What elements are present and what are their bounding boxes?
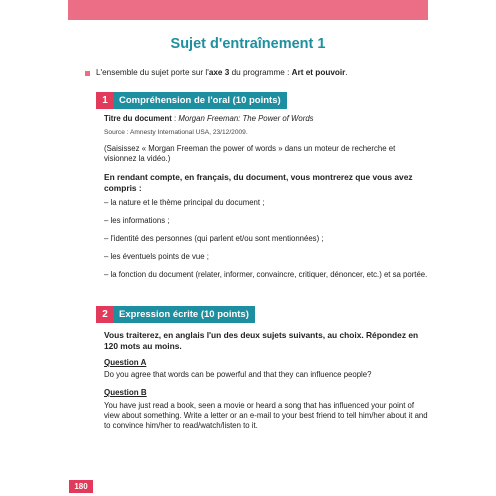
section-2-intro: Vous traiterez, en anglais l'un des deux sujets suivants, au choix. Répondez en 120 mots au moins. [104,330,419,351]
intro-suffix: . [345,68,348,77]
source-line: Source : Amnesty International USA, 23/12/2009. [104,129,248,136]
instruction-text: (Saisissez « Morgan Freeman the power of words » dans un moteur de recherche et visionnez la vidéo.) [104,144,396,163]
section-2-header [96,306,255,323]
question-b-title: Question B [104,388,147,397]
top-color-band [68,0,428,20]
page-number: 180 [69,480,93,493]
task-text: En rendant compte, en français, du document, vous montrerez que vous avez compris : [104,172,413,193]
section-1-label: Compréhension de l'oral (10 points) [114,92,287,109]
intro-axe: axe 3 [208,68,230,77]
section-1-number: 1 [96,92,114,109]
bullet-square-icon [85,71,90,76]
list-item: – les informations ; [104,216,170,225]
question-b-text: You have just read a book, seen a movie or heard a song that has influenced your point of view about something. Write a letter or an e-mail to your best friend to tell him/her about it and to convince him/her to read/watch/listen to it. [104,401,428,430]
criteria-list [104,198,428,288]
section-2-number: 2 [96,306,114,323]
question-a-title: Question A [104,358,147,367]
doc-title-sep: : [171,114,179,123]
list-item: – la nature et le thème principal du document ; [104,198,265,207]
intro-mid: du programme : [229,68,292,77]
intro-line [96,68,426,77]
intro-prefix: L'ensemble du sujet porte sur l' [96,68,209,77]
intro-theme: Art et pouvoir [291,68,346,77]
list-item: – l'identité des personnes (qui parlent et/ou sont mentionnées) ; [104,234,324,243]
section-2-label: Expression écrite (10 points) [114,306,255,323]
list-item: – les éventuels points de vue ; [104,252,209,261]
section-1-header [96,92,287,109]
doc-title-label: Titre du document [104,114,172,123]
list-item: – la fonction du document (relater, informer, convaincre, critiquer, dénoncer, etc.) et sa portée. [104,270,428,279]
question-a-text: Do you agree that words can be powerful and that they can influence people? [104,370,372,379]
document-title-line [104,114,428,124]
page-title: Sujet d'entraînement 1 [170,36,326,52]
doc-title: Morgan Freeman: The Power of Words [178,114,314,123]
